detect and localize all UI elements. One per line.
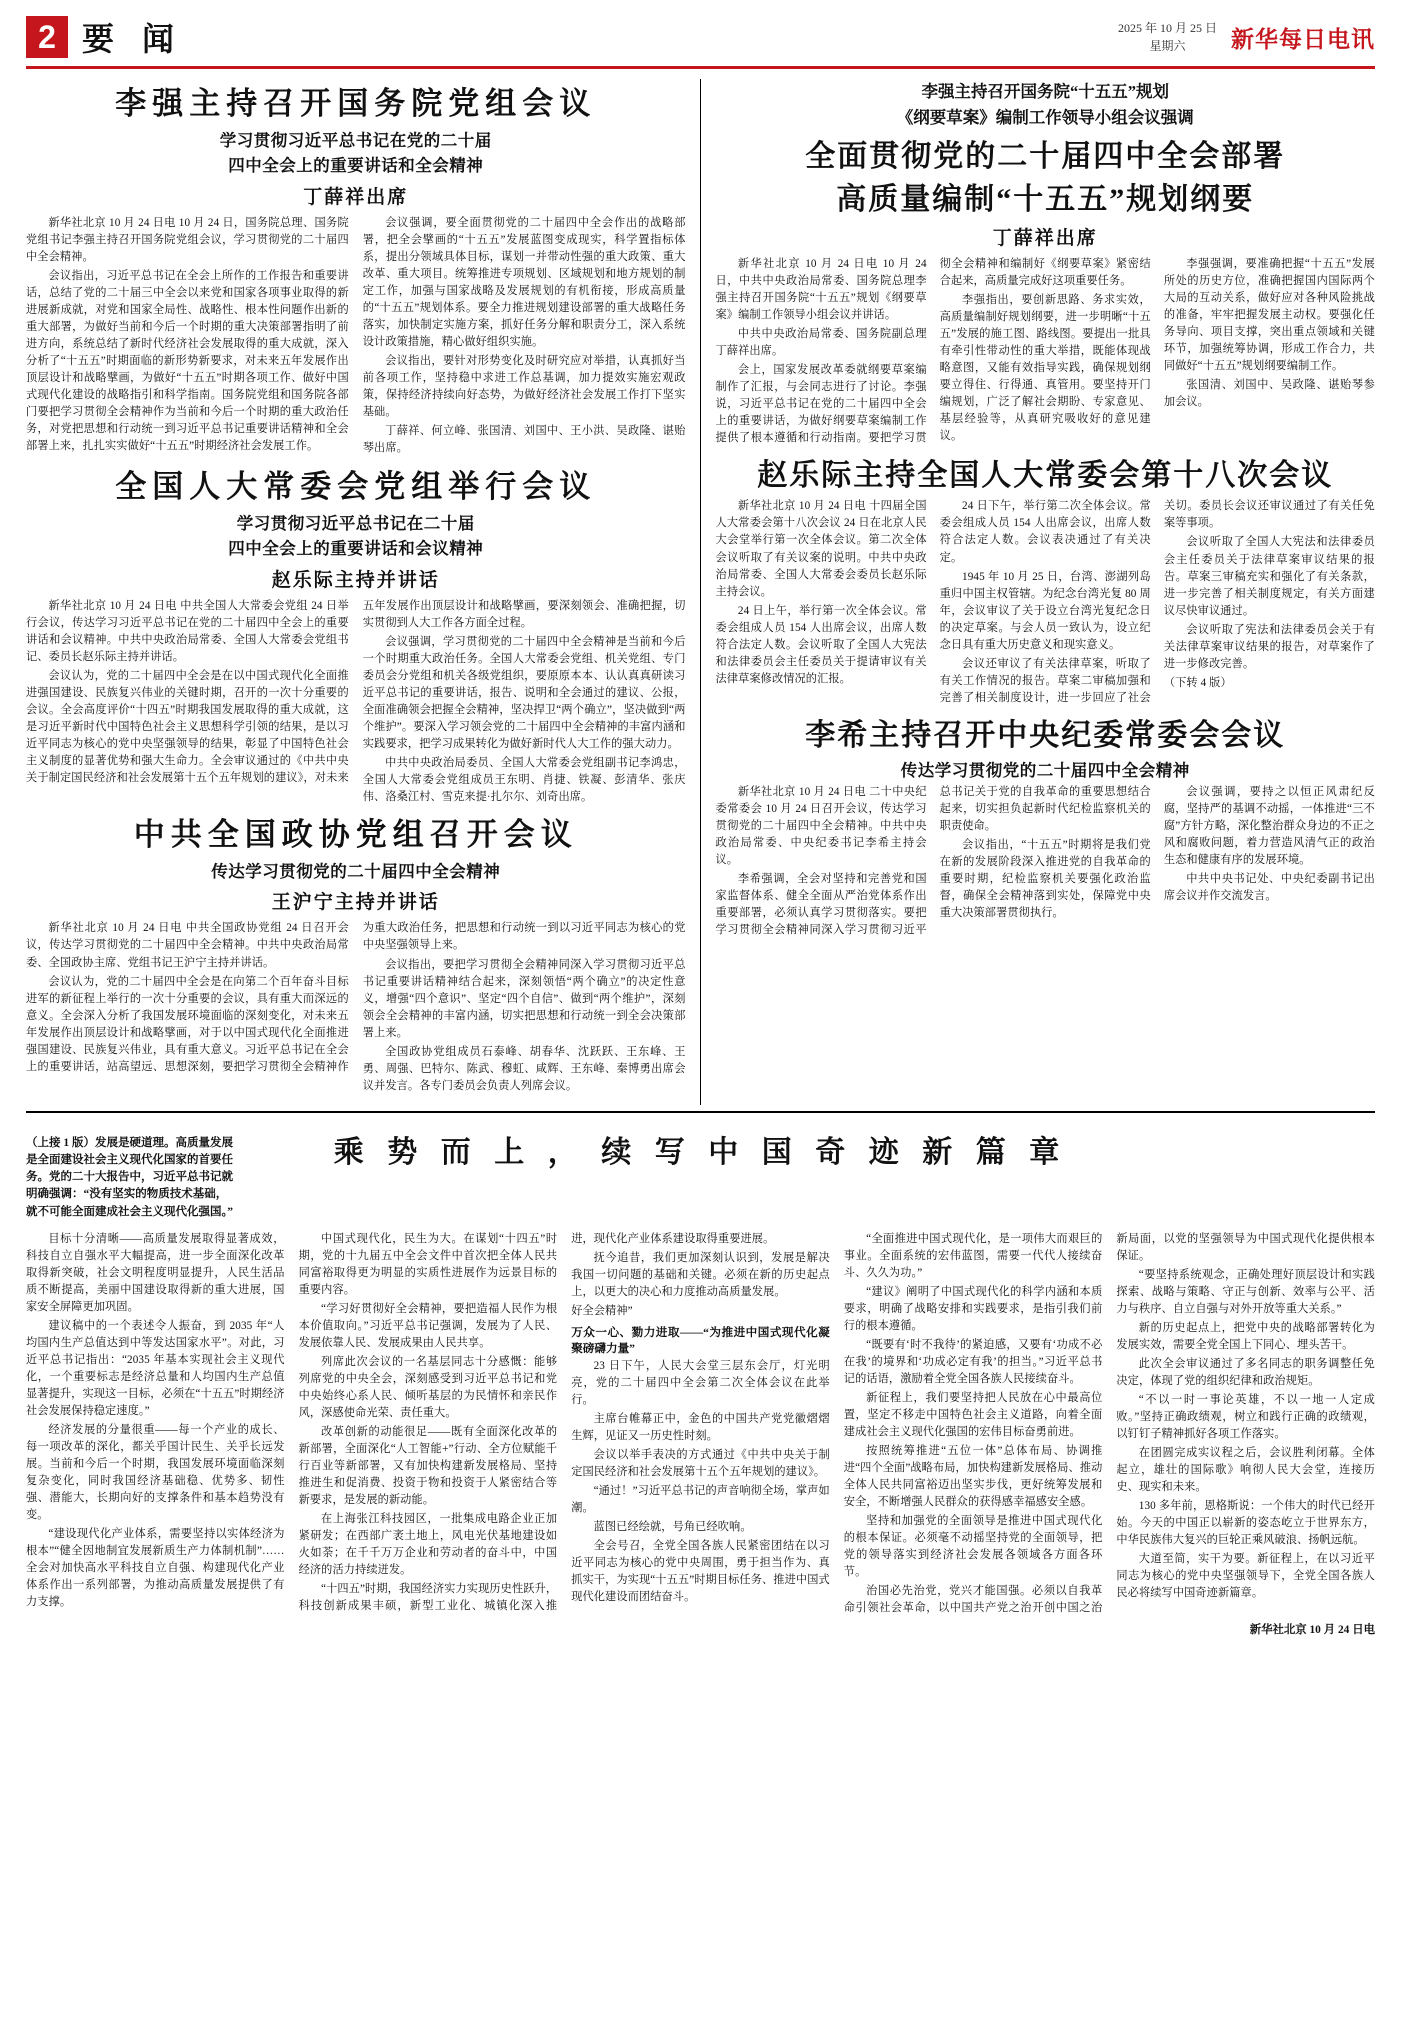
paragraph: “建议》阐明了中国式现代化的科学内涵和本质要求，明确了战略安排和实践要求，是指引我们前行的根本遵循。 (843, 1285, 1103, 1332)
byline: 赵乐际主持并讲话 (271, 569, 440, 591)
feature-header (26, 1119, 1375, 1221)
subheadline: 传达学习贯彻党的二十届四中全会精神 (900, 761, 1190, 781)
paragraph: 24 日下午，举行第二次全体会议。常委会组成人员 154 人出席会议，出席人数符合法定人数。会议表决通过了有关决定。 (939, 500, 1151, 564)
continuation-note: （下转 4 版） (1163, 676, 1232, 689)
paragraph: 新华社北京 10 月 24 日电 十四届全国人大常委会第十八次会议 24 日在北京人民大会堂举行第一次全体会议。第二次全体会议听取了有关议案的说明。中共中央政治局常委、全国人大常委会委员长赵乐际主持会议。 (715, 500, 927, 598)
paragraph: 新华社北京 10 月 24 日电 中共全国人大常委会党组 24 日举行会议，传达学习习近平总书记在党的二十届四中全会上的重要讲话和会议精神。中共中央政治局常委、全国人大常委会党组书记、委员长赵乐际主持并讲话。 (26, 599, 349, 664)
paragraph: “既要有‘时不我待’的紧迫感，又要有‘功成不必在我’的境界和‘功成必定有我’的担当。”习近平总书记的话语，激励着全党全国各族人民接续奋斗。 (843, 1338, 1103, 1385)
paragraph: “通过！”习近平总书记的声音响彻全场，掌声如潮。 (571, 1485, 830, 1515)
date-block (1118, 19, 1217, 55)
paragraph: 中共中央书记处、中央纪委副书记出席会议并作交流发言。 (1163, 872, 1375, 902)
paragraph: 全会号召，全党全国各族人民紧密团结在以习近平同志为核心的党中央周围，勇于担当作为、真抓实干，为实现“十五五”时期目标任务、推进中国式现代化建设而团结奋斗。 (571, 1540, 830, 1604)
paragraph: “不以一时一事论英雄，不以一地一人定成败。”坚持正确政绩观，树立和践行正确的政绩观，以钉钉子精神抓好各项工作落实。 (1116, 1394, 1375, 1441)
feature-subheading: 万众一心、勠力进取——“为推进中国式现代化凝聚磅礴力量” (571, 1325, 830, 1355)
section-title: 要 闻 (82, 21, 185, 57)
paragraph: 列席此次会议的一名基层同志十分感慨：能够列席党的中央全会，深刻感受到习近平总书记和党中央始终心系人民、倾听基层的为民情怀和亲民作风，深感使命光荣、责任重大。 (298, 1355, 558, 1420)
paragraph: 经济发展的分量很重——每一个产业的成长、每一项改革的深化，都关乎国计民生、关乎长远发展。当前和今后一个时期，我国发展环境面临深刻复杂变化，同时我国经济基础稳、优势多、韧性强、潜能大，长期向好的支撑条件和基本趋势没有变。 (26, 1424, 285, 1522)
article-li-qiang-state-council (26, 85, 686, 458)
article-body (26, 215, 686, 458)
paragraph: 建议稿中的一个表述令人振奋，到 2035 年“人均国内生产总值达到中等发达国家水平”。对此，习近平总书记指出：“2035 年基本实现社会主义现代化，一个重要标志是经济总量和人均国内生产总值显著提升，实现这一目标，必须在“十五五”时期经济社会发展保持稳定速度。” (26, 1319, 285, 1418)
paragraph: 新征程上，我们要坚持把人民放在心中最高位置，坚定不移走中国特色社会主义道路，向着全面建成社会主义现代化强国的宏伟目标奋勇前进。 (843, 1392, 1103, 1439)
paragraph: “学习好贯彻好全会精神，要把造福人民作为根本价值取向。”习近平总书记强调，发展为了人民、发展依靠人民、发展成果由人民共享。 (298, 1302, 558, 1349)
paragraph: 会议认为，党的二十届四中全会是在以中国式现代化全面推进强国建设、民族复兴伟业的关键时期，召开的一次十分重要的会议。全会高度评价“十四五”时期我国发展取得的重大成就，这是习近平新时代中国特色社会主义思想科学引领的结果，是以习近平同志为核心的党中央坚强领导的结果，彰显了中国特色社会主义制度的显著优势和强大生命力。全会审议通过的《中共中央关于制定国民经济和社会发展第十五个五年规划的建议》，对未来五年发展作出顶层设计和战略擘画，要深刻领会、准确把握，切实贯彻到人大工作各方面全过程。 (26, 599, 686, 785)
headline-line-1: 全面贯彻党的二十届四中全会部署 (805, 139, 1286, 173)
paragraph: 会议指出，习近平总书记在全会上所作的工作报告和重要讲话，总结了党的二十届三中全会以来党和国家各项事业取得的新进展新成就，对党和国家全局性、战略性、根本性问题作出新的重大部署，为做好当前和今后一个时期的重大决策部署指明了前进方向，系统总结了新时代经济社会发展取得的重大成就，深入分析了“十五五”时期面临的新形势新要求，对未来五年发展作出顶层设计和战略擘画，为做好“十五五”时期各项工作、做好中国式现代化建设的战略指引和科学指南。国务院党组和国务院各部门要把学习贯彻全会精神作为当前和今后一个时期的重大政治任务，对党把思想和行动统一到习近平总书记重要讲话精神和全会部署上来，扎扎实实做好“十五五”时期经济社会发展工作。 (26, 269, 349, 453)
byline: 丁薛祥出席 (992, 227, 1098, 249)
paragraph: 新的历史起点上，把党中央的战略部署转化为发展实效，需要全党全国上下同心、埋头苦干。 (1116, 1321, 1375, 1351)
right-half (716, 79, 1376, 1105)
headline: 李希主持召开中央纪委常委会会议 (805, 718, 1286, 752)
article-npc-18th-session (716, 457, 1376, 707)
article-body (26, 598, 686, 806)
paragraph: “全面推进中国式现代化，是一项伟大而艰巨的事业。全面系统的宏伟蓝图，需要一代代人接续奋斗、久久为功。” (843, 1232, 1103, 1279)
subheadline-2: 四中全会上的重要讲话和全会精神 (228, 156, 484, 176)
subheadline-1: 学习贯彻习近平总书记在二十届 (236, 513, 475, 533)
article-1155-plan-outline-drafting (716, 79, 1376, 447)
paragraph: 新华社北京 10 月 24 日电 二十中央纪委常委会 10 月 24 日召开会议，传达学习贯彻党的二十届四中全会精神。中共中央政治局常委、中央纪委书记李希主持会议。 (715, 785, 927, 866)
paragraph: 新华社北京 10 月 24 日电 中共全国政协党组 24 日召开会议，传达学习贯彻党的二十届四中全会精神。中共中央政治局常委、全国政协主席、党组书记王沪宁主持并讲话。 (26, 922, 349, 969)
paragraph: 抚今追昔，我们更加深刻认识到，发展是解决我国一切问题的基础和关键。必须在新的历史起点上，以更大的决心和力度推动高质量发展。 (571, 1251, 830, 1298)
paragraph: 会议认为，党的二十届四中全会是在向第二个百年奋斗目标进军的新征程上举行的一次十分重要的会议，具有重大而深远的意义。全会深入分析了我国发展环境面临的深刻变化，对未来五年发展作出顶层设计和战略擘画，对于以中国式现代化全面推进强国建设、民族复兴伟业，具有重大意义。习近平总书记在全会上的重要讲话，站高望远、思想深刻，要把学习贯彻全会精神作为重大政治任务，把思想和行动统一到以习近平同志为核心的党中央坚强领导上来。 (26, 922, 686, 1073)
paragraph: 会上，国家发展改革委就纲要草案编制作了汇报，与会同志进行了讨论。李强说，习近平总书记在党的二十届四中全会上的重要讲话，为做好纲要草案编制工作提供了根本遵循和行动指南。要把学习贯彻全会精神和编制好《纲要草案》紧密结合起来，高质量完成好这项重要任务。 (715, 257, 1151, 444)
paragraph: 全国政协党组成员石泰峰、胡春华、沈跃跃、王东峰、王勇、周强、巴特尔、陈武、穆虹、咸辉、王东峰、秦博勇出席会议并发言。各专门委员会负责人列席会议。 (362, 1045, 686, 1092)
byline: 丁薛祥出席 (303, 186, 409, 208)
paragraph: “十四五”时期，我国经济实力实现历史性跃升，科技创新成果丰硕，新型工业化、城镇化深入推进，现代化产业体系建设取得重要进展。 (298, 1232, 775, 1613)
headline: 中共全国政协党组召开会议 (133, 817, 578, 853)
headline: 全国人大常委会党组举行会议 (115, 469, 597, 505)
paragraph: 改革创新的动能很足——既有全面深化改革的新部署，全面深化“人工智能+”行动、全方位赋能千行百业等新部署，又有加快构建新发展格局、坚持推进生和促消费、投资于物和投资于人紧密结合等新要求，是发展的新动能。 (298, 1426, 558, 1507)
paragraph: 在上海张江科技园区，一批集成电路企业正加紧研发；在西部广袤土地上，风电光伏基地建设如火如荼；在千千万万企业和劳动者的奋斗中，中国经济的活力持续迸发。 (298, 1513, 558, 1577)
paragraph: 中共中央政治局委员、全国人大常委会党组副书记李鸿忠，全国人大常委会党组成员王东明、肖捷、铁凝、彭清华、张庆伟、洛桑江村、雪克来提·扎尔尔、刘奇出席。 (362, 757, 686, 804)
paragraph: 中国式现代化，民生为大。在谋划“十四五”时期，党的十九届五中全会文件中首次把全体人民共同富裕取得更为明显的实质性进展作为远景目标的重要内容。 (298, 1232, 558, 1296)
feature-body (26, 1231, 1375, 1617)
paragraph: 坚持和加强党的全面领导是推进中国式现代化的根本保证。必须毫不动摇坚持党的全面领导，把党的领导落实到经济社会发展各领域各方面各环节。 (843, 1515, 1103, 1579)
page-number: 2 (26, 16, 68, 58)
paragraph: 会议听取了宪法和法律委员会关于有关法律草案审议结果的报告，对草案作了进一步修改完善。 (1163, 623, 1375, 670)
paragraph: 此次全会审议通过了多名同志的职务调整任免决定，体现了党的组织纪律和政治规矩。 (1116, 1357, 1375, 1387)
kicker-2: 《纲要草案》编制工作领导小组会议强调 (896, 108, 1194, 128)
byline: 王沪宁主持并讲话 (271, 892, 440, 914)
headline: 赵乐际主持全国人大常委会第十八次会议 (757, 458, 1334, 492)
paragraph: 目标十分清晰——高质量发展取得显著成效，科技自立自强水平大幅提高，进一步全面深化改革取得新突破，社会文明程度明显提升，人民生活品质不断提高，美丽中国建设取得新的重大进展，国家安全屏障更加巩固。 (26, 1232, 285, 1313)
paragraph: 会议指出，要把学习贯彻全会精神同深入学习贯彻习近平总书记重要讲话精神结合起来，深刻领悟“两个确立”的决定性意义，增强“四个意识”、坚定“四个自信”、做到“两个维护”，深刻领会全会精神的丰富内涵，切实把思想和行动统一到全会决策部署上来。 (362, 958, 686, 1039)
left-half (26, 79, 686, 1105)
paragraph: 中共中央政治局常委、国务院副总理丁薛祥出席。 (715, 327, 927, 357)
feature-signoff: 新华社北京 10 月 24 日电 (1249, 1624, 1375, 1637)
masthead-right (1118, 19, 1375, 55)
paragraph: 会议指出，要针对形势变化及时研究应对举措，认真抓好当前各项工作，坚持稳中求进工作总基调，加力提效实施宏观政策，保持经济持续向好态势，为做好经济社会发展工作打下坚实基础。 (362, 355, 686, 419)
paragraph: 会议听取了全国人大宪法和法律委员会主任委员关于法律草案审议结果的报告。草案三审稿充实和强化了有关条款，进一步完善了相关制度规定，有关方面建议尽快审议通过。 (1163, 536, 1375, 617)
paragraph: 会议还审议了有关法律草案，听取了有关工作情况的报告。草案二审稿加强和完善了相关制度设计，进一步回应了社会关切。委员长会议还审议通过了有关任免案等事项。 (939, 500, 1375, 704)
paragraph: 李希强调，全会对坚持和完善党和国家监督体系、健全全面从严治党体系作出重要部署，必须认真学习贯彻落实。要把学习贯彻全会精神同深入学习贯彻习近平总书记关于党的自我革命的重要思想结合起来，切实担负起新时代纪检监察机关的职责使命。 (715, 785, 1151, 936)
paragraph: 24 日上午，举行第一次全体会议。常委会组成人员 154 人出席会议，出席人数符合法定人数。会议听取了全国人大宪法和法律委员会主任委员关于提请审议有关法律草案修改情况的汇报。 (715, 604, 927, 685)
paragraph: 按照统筹推进“五位一体”总体布局、协调推进“四个全面”战略布局，加快构建新发展格局、推动全体人民共同富裕迈出坚实步伐，更好统筹发展和安全，不断增强人民群众的获得感幸福感安全感。 (843, 1445, 1103, 1509)
paragraph: 新华社北京 10 月 24 日电 10 月 24 日，中共中央政治局常委、国务院总理李强主持召开国务院“十五五”规划《纲要草案》编制工作领导小组会议并讲话。 (715, 257, 927, 321)
paragraph: 会议强调，学习贯彻党的二十届四中全会精神是当前和今后一个时期重大政治任务。全国人大常委会党组、机关党组、专门委员会分党组和机关各级党组织，要原原本本、认认真真研读习近平总书记的重要讲话，报告、说明和全会通过的建议、公报，全面准确领会把握全会精神，坚决捍卫“两个确立”，坚决做到“两个维护”。要深入学习领会党的二十届四中全会精神的丰富内涵和实践要求，把学习成果转化为做好新时代人大工作的强大动力。 (362, 636, 686, 751)
paragraph: 会议强调，要持之以恒正风肃纪反腐，坚持严的基调不动摇，一体推进“三不腐”方针方略，深化整治群众身边的不正之风和腐败问题，着力营造风清气正的政治生态和健康有序的发展环境。 (1163, 785, 1375, 866)
column-divider (700, 79, 701, 1105)
paragraph: 在团圆完成实议程之后，会议胜利闭幕。全体起立，雄壮的国际歌》响彻人民大会堂，连接历史、现实和未来。 (1116, 1447, 1375, 1494)
kicker-1: 李强主持召开国务院“十五五”规划 (921, 82, 1169, 101)
subheadline-1: 学习贯彻习近平总书记在党的二十届 (219, 130, 492, 150)
paragraph: 大道至简，实干为要。新征程上，在以习近平同志为核心的党中央坚强领导下，全党全国各族人民必将续写中国奇迹新篇章。 (1116, 1553, 1375, 1600)
article-body (716, 784, 1376, 939)
brand-logo: 新华每日电讯 (1231, 26, 1375, 52)
paragraph: 会议指出，“十五五”时期将是我们党在新的发展阶段深入推进党的自我革命的重要时期，纪检监察机关要强化政治监督，确保全会精神落到实处，保障党中央重大决策部署贯彻执行。 (939, 838, 1151, 919)
article-body (716, 498, 1376, 706)
feature-article (26, 1119, 1375, 1638)
feature-headline: 乘 势 而 上 ， 续 写 中 国 奇 迹 新 篇 章 (333, 1135, 1068, 1169)
paragraph: “要坚持系统观念，正确处理好顶层设计和实践探索、战略与策略、守正与创新、效率与公平、活力与秩序、自立自强与对外开放等重大关系。” (1116, 1268, 1375, 1315)
headline: 李强主持召开国务院党组会议 (115, 86, 597, 121)
article-npc-standing-committee-party-group (26, 468, 686, 806)
paragraph: 李强强调，要准确把握“十五五”发展所处的历史方位，准确把握国内国际两个大局的互动关系，做好应对各种风险挑战的准备，牢牢把握发展主动权。要强化任务导向、项目支撑，突出重点领域和关键环节，加强统筹协调，形成工作合力，共同做好“十五五”规划纲要编制工作。 (1163, 257, 1375, 372)
paragraph: 新华社北京 10 月 24 日电 10 月 24 日，国务院总理、国务院党组书记李强主持召开国务院党组会议，学习贯彻党的二十届四中全会精神。 (26, 216, 349, 263)
article-body (26, 920, 686, 1094)
paragraph: “建设现代化产业体系，需要坚持以实体经济为根本”“健全因地制宜发展新质生产力体制机制”……全会对加快高水平科技自立自强、构建现代化产业体系作出一系列部署，为推动高质量发展提供了有力支撑。 (26, 1528, 285, 1609)
paragraph: 蓝图已经绘就，号角已经吹响。 (593, 1521, 752, 1534)
paragraph: 23 日下午，人民大会堂三层东会厅，灯光明亮，党的二十届四中全会第二次全体会议在此举行。 (571, 1359, 830, 1406)
paragraph: 张国清、刘国中、吴政隆、谌贻琴参加会议。 (1163, 378, 1375, 408)
subheadline: 传达学习贯彻党的二十届四中全会精神 (211, 861, 501, 881)
article-body (716, 256, 1376, 447)
weekday: 星期六 (1149, 39, 1186, 53)
paragraph: 会议强调，要全面贯彻党的二十届四中全会作出的战略部署，把全会擘画的“十五五”发展蓝图变成现实，科学置指标体系，提出分领域具体目标，谋划一并带动性强的重大政策、重大改革、重大项目。统筹推进专项规划、区域规划和地方规划的制定工作，加强与国家战略及发展规划的有机衔接，形成高质量的“十五五”规划体系。要全力推进规划建设部署的重大战略任务落实，加快制定实施方案，抓好任务分解和职责分工，深入系统设计政策措施，精心做好组织实施。 (362, 216, 686, 348)
paragraph: 治国必先治党，党兴才能国强。必须以自我革命引领社会革命，以中国共产党之治开创中国之治新局面，以党的坚强领导为中国式现代化提供根本保证。 (843, 1232, 1375, 1615)
paragraph: 主席台帷幕正中，金色的中国共产党党徽熠熠生辉，见证又一历史性时刻。 (571, 1413, 830, 1443)
paragraph: 1945 年 10 月 25 日，台湾、澎湖列岛重归中国主权管辖。为纪念台湾光复 80 周年，会议审议了关于设立台湾光复纪念日的决定草案。与会人员一致认为，设立纪念日具有重大历史意义和现实意义。 (939, 570, 1151, 651)
masthead (26, 14, 1375, 69)
continued-from-note: （上接 1 版）发展是硬道理。高质量发展是全面建设社会主义现代化国家的首要任务。党的二十大报告中，习近平总书记就明确强调：“没有坚实的物质技术基础，就不可能全面建成社会主义现代化强国。” (26, 1136, 233, 1218)
section-divider (26, 1111, 1375, 1113)
paragraph: 好全会精神” (571, 1304, 633, 1317)
headline-line-2: 高质量编制“十五五”规划纲要 (836, 183, 1255, 217)
paragraph: 130 多年前，恩格斯说：一个伟大的时代已经开始。今天的中国正以崭新的姿态屹立于世界东方，中华民族伟大复兴的巨轮正乘风破浪、扬帆远航。 (1116, 1500, 1375, 1547)
publication-date: 2025 年 10 月 25 日 (1117, 21, 1217, 35)
article-cppcc-party-group (26, 816, 686, 1094)
main-grid (26, 79, 1375, 1105)
paragraph: 会议以举手表决的方式通过《中共中央关于制定国民经济和社会发展第十五个五年规划的建议》。 (571, 1449, 830, 1479)
paragraph: 李强指出，要创新思路、务求实效，高质量编制好规划纲要，进一步明晰“十五五”发展的施工图、路线图。要提出一批具有牵引性带动性的重大举措，既能体现战略意图，又能有效指导实践，确保规划纲要立得住、行得通、真管用。要坚持开门编规划，广泛了解社会期盼、专家意见、基层经验等，从真研究吸收好的意见建议。 (939, 293, 1151, 442)
article-ccdi-standing-committee (716, 717, 1376, 939)
subheadline-2: 四中全会上的重要讲话和会议精神 (228, 539, 484, 559)
paragraph: 丁薛祥、何立峰、张国清、刘国中、王小洪、吴政隆、谌贻琴出席。 (362, 425, 686, 455)
